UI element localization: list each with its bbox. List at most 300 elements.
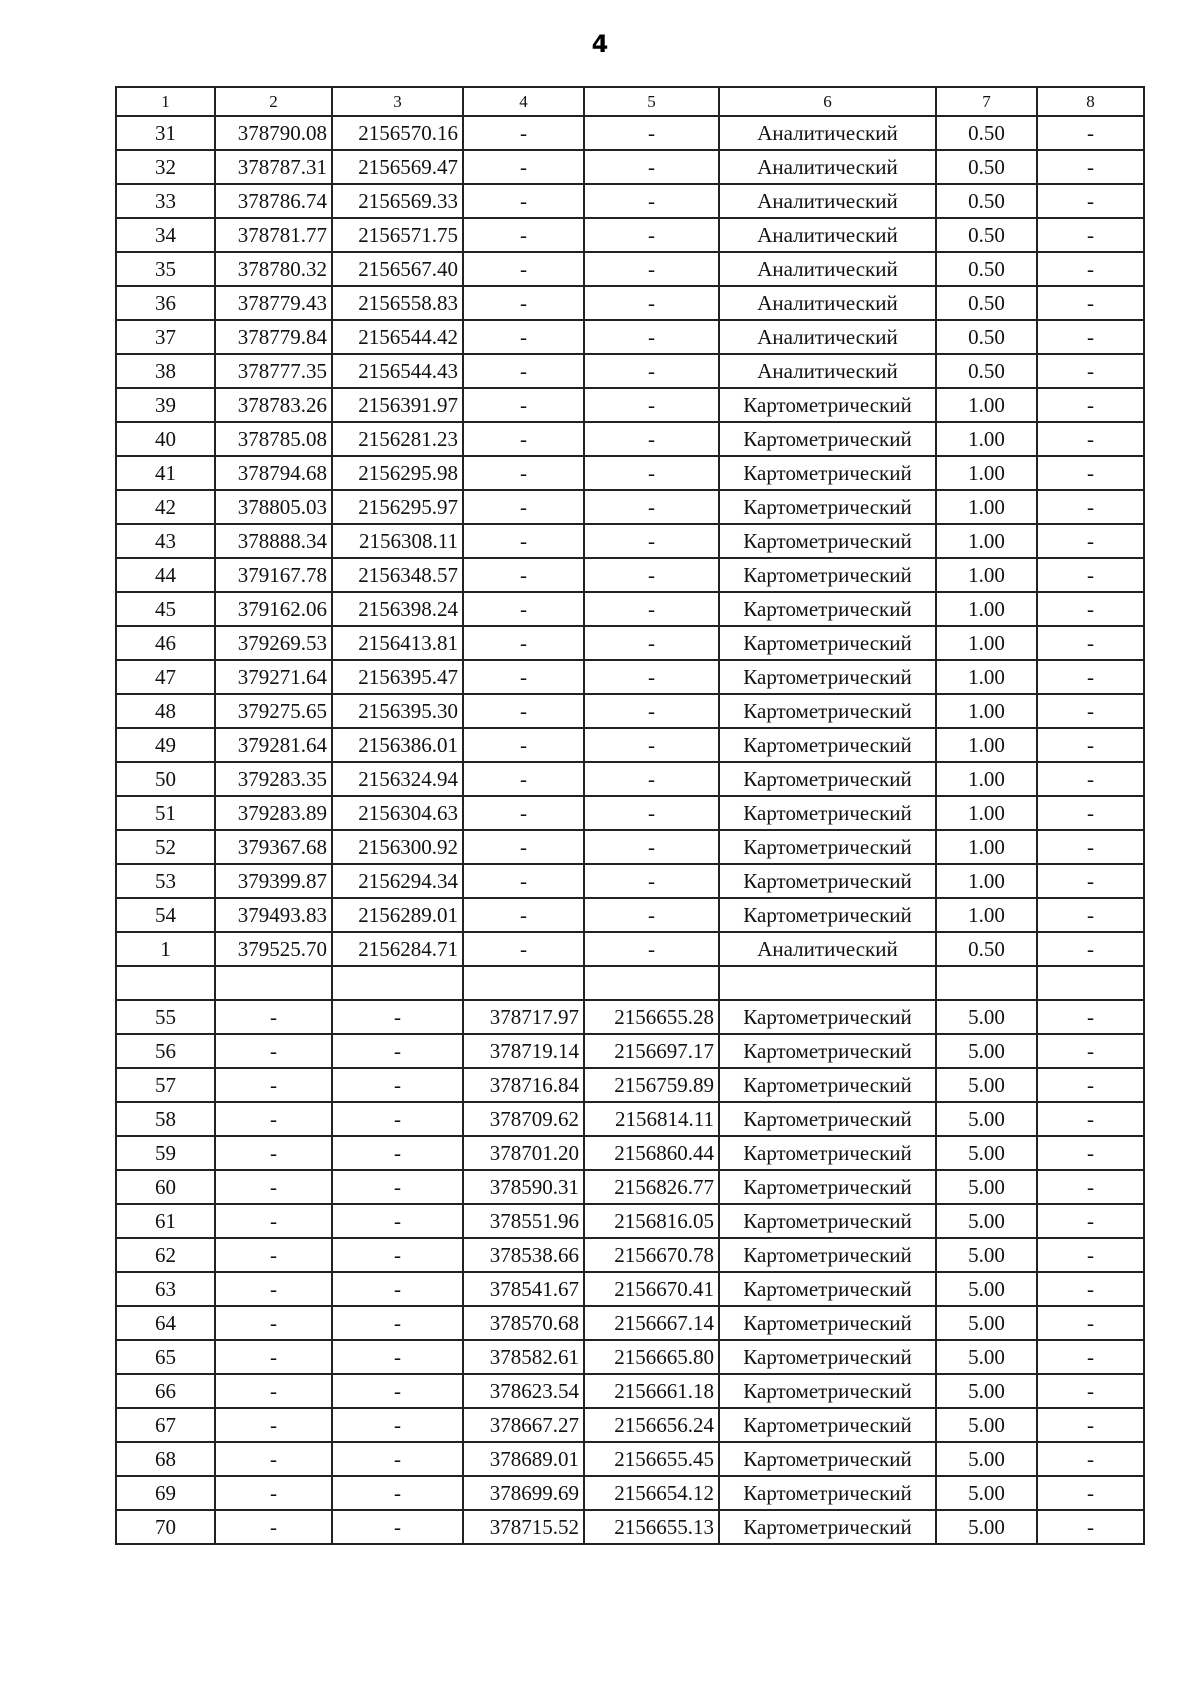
table-row bbox=[116, 524, 1144, 558]
table-cell: - bbox=[584, 558, 719, 592]
table-cell: 378794.68 bbox=[215, 456, 332, 490]
table-cell: 2156295.97 bbox=[332, 490, 463, 524]
table-cell: 5.00 bbox=[936, 1306, 1037, 1340]
table-cell: - bbox=[1037, 1374, 1144, 1408]
table-cell: - bbox=[215, 1408, 332, 1442]
table-cell: Картометрический bbox=[719, 694, 936, 728]
table-cell: Аналитический bbox=[719, 286, 936, 320]
table-cell: 2156395.47 bbox=[332, 660, 463, 694]
table-cell: 0.50 bbox=[936, 184, 1037, 218]
table-cell: 2156304.63 bbox=[332, 796, 463, 830]
table-cell: - bbox=[463, 320, 584, 354]
table-cell: - bbox=[1037, 1476, 1144, 1510]
table-cell: 5.00 bbox=[936, 1476, 1037, 1510]
table-cell: 5.00 bbox=[936, 1510, 1037, 1544]
table-cell: 2156655.28 bbox=[584, 1000, 719, 1034]
table-cell: - bbox=[1037, 1272, 1144, 1306]
table-cell: 2156308.11 bbox=[332, 524, 463, 558]
table-cell: 70 bbox=[116, 1510, 215, 1544]
table-row bbox=[116, 388, 1144, 422]
column-header: 7 bbox=[936, 87, 1037, 116]
table-cell: - bbox=[1037, 932, 1144, 966]
table-cell: - bbox=[1037, 490, 1144, 524]
table-cell: Картометрический bbox=[719, 830, 936, 864]
table-cell: 66 bbox=[116, 1374, 215, 1408]
table-cell: 1.00 bbox=[936, 660, 1037, 694]
column-header: 6 bbox=[719, 87, 936, 116]
page-number: 4 bbox=[591, 30, 609, 58]
table-cell: - bbox=[1037, 1000, 1144, 1034]
table-cell: - bbox=[1037, 728, 1144, 762]
table-cell: - bbox=[463, 354, 584, 388]
table-cell: - bbox=[1037, 660, 1144, 694]
table-cell: 2156826.77 bbox=[584, 1170, 719, 1204]
table-cell: Картометрический bbox=[719, 592, 936, 626]
table-cell: - bbox=[332, 1374, 463, 1408]
table-cell: Картометрический bbox=[719, 1442, 936, 1476]
table-cell: 5.00 bbox=[936, 1170, 1037, 1204]
table-row bbox=[116, 1374, 1144, 1408]
table-cell: 0.50 bbox=[936, 932, 1037, 966]
table-cell: - bbox=[584, 592, 719, 626]
table-cell: 40 bbox=[116, 422, 215, 456]
table-cell: 379162.06 bbox=[215, 592, 332, 626]
table-cell: - bbox=[463, 592, 584, 626]
table-cell: 63 bbox=[116, 1272, 215, 1306]
table-cell: 47 bbox=[116, 660, 215, 694]
table-cell: 2156670.78 bbox=[584, 1238, 719, 1272]
table-cell: 0.50 bbox=[936, 320, 1037, 354]
table-cell: Картометрический bbox=[719, 1408, 936, 1442]
table-cell: - bbox=[463, 388, 584, 422]
table-cell: Аналитический bbox=[719, 218, 936, 252]
table-cell: 0.50 bbox=[936, 150, 1037, 184]
table-cell: - bbox=[463, 626, 584, 660]
table-cell: 378786.74 bbox=[215, 184, 332, 218]
table-cell: 2156348.57 bbox=[332, 558, 463, 592]
table-cell bbox=[116, 966, 215, 1000]
table-cell: 2156398.24 bbox=[332, 592, 463, 626]
table-cell: Аналитический bbox=[719, 184, 936, 218]
table-row bbox=[116, 762, 1144, 796]
table-cell: - bbox=[215, 1272, 332, 1306]
table-cell: 45 bbox=[116, 592, 215, 626]
table-row bbox=[116, 932, 1144, 966]
table-cell: 378719.14 bbox=[463, 1034, 584, 1068]
table-cell: - bbox=[463, 116, 584, 150]
table-cell: - bbox=[332, 1102, 463, 1136]
table-cell: Картометрический bbox=[719, 1034, 936, 1068]
table-cell: - bbox=[584, 830, 719, 864]
table-cell: - bbox=[463, 796, 584, 830]
table-row bbox=[116, 150, 1144, 184]
table-row bbox=[116, 1306, 1144, 1340]
table-cell: - bbox=[1037, 456, 1144, 490]
table-cell: - bbox=[215, 1034, 332, 1068]
table-cell: 2156569.47 bbox=[332, 150, 463, 184]
table-cell: - bbox=[215, 1000, 332, 1034]
table-cell: - bbox=[463, 184, 584, 218]
table-cell: 61 bbox=[116, 1204, 215, 1238]
table-cell: 2156295.98 bbox=[332, 456, 463, 490]
table-cell: 36 bbox=[116, 286, 215, 320]
table-cell: 53 bbox=[116, 864, 215, 898]
table-cell: 1.00 bbox=[936, 762, 1037, 796]
table-cell: 378781.77 bbox=[215, 218, 332, 252]
table-cell: 2156413.81 bbox=[332, 626, 463, 660]
table-cell: 38 bbox=[116, 354, 215, 388]
table-cell: 55 bbox=[116, 1000, 215, 1034]
table-cell bbox=[463, 966, 584, 1000]
table-cell: - bbox=[332, 1068, 463, 1102]
table-row bbox=[116, 1510, 1144, 1544]
table-cell bbox=[1037, 966, 1144, 1000]
table-cell: Картометрический bbox=[719, 1136, 936, 1170]
table-cell: 5.00 bbox=[936, 1408, 1037, 1442]
table-row bbox=[116, 796, 1144, 830]
table-cell: Аналитический bbox=[719, 150, 936, 184]
table-cell: - bbox=[215, 1374, 332, 1408]
table-cell: - bbox=[1037, 1510, 1144, 1544]
table-cell: 68 bbox=[116, 1442, 215, 1476]
column-header: 1 bbox=[116, 87, 215, 116]
table-row bbox=[116, 184, 1144, 218]
table-cell: Картометрический bbox=[719, 796, 936, 830]
table-cell: - bbox=[1037, 320, 1144, 354]
table-cell: - bbox=[1037, 558, 1144, 592]
table-cell: - bbox=[215, 1476, 332, 1510]
table-cell: - bbox=[332, 1272, 463, 1306]
table-cell: 378541.67 bbox=[463, 1272, 584, 1306]
table-cell: 1.00 bbox=[936, 796, 1037, 830]
table-cell: 32 bbox=[116, 150, 215, 184]
table-cell: - bbox=[584, 898, 719, 932]
table-cell: 378582.61 bbox=[463, 1340, 584, 1374]
table-row bbox=[116, 592, 1144, 626]
table-cell: - bbox=[1037, 252, 1144, 286]
table-cell: - bbox=[332, 1408, 463, 1442]
table-cell: - bbox=[1037, 864, 1144, 898]
table-cell: 2156289.01 bbox=[332, 898, 463, 932]
table-cell: 2156656.24 bbox=[584, 1408, 719, 1442]
table-row bbox=[116, 354, 1144, 388]
table-row bbox=[116, 320, 1144, 354]
table-cell: 378689.01 bbox=[463, 1442, 584, 1476]
table-row bbox=[116, 898, 1144, 932]
table-row bbox=[116, 116, 1144, 150]
table-cell: - bbox=[1037, 1238, 1144, 1272]
table-cell: 2156324.94 bbox=[332, 762, 463, 796]
table-cell: Картометрический bbox=[719, 728, 936, 762]
table-cell: - bbox=[584, 354, 719, 388]
table-cell: - bbox=[332, 1442, 463, 1476]
table-cell: 1.00 bbox=[936, 898, 1037, 932]
table-cell: 5.00 bbox=[936, 1442, 1037, 1476]
table-cell: 379269.53 bbox=[215, 626, 332, 660]
table-row bbox=[116, 1068, 1144, 1102]
table-cell: - bbox=[1037, 898, 1144, 932]
table-row bbox=[116, 286, 1144, 320]
table-cell bbox=[719, 966, 936, 1000]
table-cell: 39 bbox=[116, 388, 215, 422]
table-cell: - bbox=[1037, 388, 1144, 422]
table-cell: 2156697.17 bbox=[584, 1034, 719, 1068]
table-cell: 1.00 bbox=[936, 592, 1037, 626]
table-cell: - bbox=[463, 524, 584, 558]
table-row bbox=[116, 1340, 1144, 1374]
table-cell: Картометрический bbox=[719, 1068, 936, 1102]
table-row bbox=[116, 422, 1144, 456]
table-cell: 2156284.71 bbox=[332, 932, 463, 966]
table-cell: Аналитический bbox=[719, 320, 936, 354]
table-cell: - bbox=[1037, 524, 1144, 558]
table-cell: - bbox=[584, 116, 719, 150]
table-cell: 65 bbox=[116, 1340, 215, 1374]
table-cell: 5.00 bbox=[936, 1374, 1037, 1408]
table-cell: 31 bbox=[116, 116, 215, 150]
table-cell: - bbox=[215, 1102, 332, 1136]
table-cell: - bbox=[584, 184, 719, 218]
table-cell: 379283.35 bbox=[215, 762, 332, 796]
table-cell: - bbox=[1037, 1102, 1144, 1136]
table-cell: - bbox=[463, 762, 584, 796]
table-cell: Аналитический bbox=[719, 116, 936, 150]
table-cell: - bbox=[463, 558, 584, 592]
table-cell: 378699.69 bbox=[463, 1476, 584, 1510]
table-cell: - bbox=[1037, 218, 1144, 252]
table-cell: 54 bbox=[116, 898, 215, 932]
table-cell: - bbox=[584, 286, 719, 320]
coordinates-table bbox=[115, 86, 1145, 1545]
table-cell: - bbox=[1037, 1408, 1144, 1442]
table-cell: - bbox=[215, 1510, 332, 1544]
table-header-row bbox=[116, 87, 1144, 116]
table-cell: 378888.34 bbox=[215, 524, 332, 558]
table-cell: - bbox=[1037, 116, 1144, 150]
table-cell: - bbox=[215, 1068, 332, 1102]
table-cell: 42 bbox=[116, 490, 215, 524]
table-cell: - bbox=[215, 1442, 332, 1476]
table-row bbox=[116, 1102, 1144, 1136]
table-cell: 2156386.01 bbox=[332, 728, 463, 762]
table-cell: 2156294.34 bbox=[332, 864, 463, 898]
table-cell: 2156300.92 bbox=[332, 830, 463, 864]
table-cell: 2156759.89 bbox=[584, 1068, 719, 1102]
table-cell: 0.50 bbox=[936, 252, 1037, 286]
table-cell: 2156395.30 bbox=[332, 694, 463, 728]
table-cell: - bbox=[463, 252, 584, 286]
table-cell: - bbox=[332, 1510, 463, 1544]
table-cell: 56 bbox=[116, 1034, 215, 1068]
table-cell: 5.00 bbox=[936, 1000, 1037, 1034]
table-cell: Картометрический bbox=[719, 1272, 936, 1306]
table-cell: 379271.64 bbox=[215, 660, 332, 694]
table-cell: - bbox=[584, 626, 719, 660]
table-cell: 379167.78 bbox=[215, 558, 332, 592]
table-cell: 1.00 bbox=[936, 490, 1037, 524]
table-cell: 41 bbox=[116, 456, 215, 490]
table-row bbox=[116, 1476, 1144, 1510]
table-row bbox=[116, 252, 1144, 286]
table-cell: - bbox=[215, 1238, 332, 1272]
table-cell: Картометрический bbox=[719, 762, 936, 796]
table-cell: - bbox=[1037, 694, 1144, 728]
table-cell: Картометрический bbox=[719, 1170, 936, 1204]
table-cell: 1.00 bbox=[936, 524, 1037, 558]
table-cell: 379367.68 bbox=[215, 830, 332, 864]
table-cell: Картометрический bbox=[719, 1476, 936, 1510]
table-cell: - bbox=[1037, 1136, 1144, 1170]
table-cell: 378715.52 bbox=[463, 1510, 584, 1544]
table-cell: - bbox=[1037, 1442, 1144, 1476]
table-cell: - bbox=[463, 490, 584, 524]
table-cell: 1 bbox=[116, 932, 215, 966]
table-row bbox=[116, 626, 1144, 660]
table-row bbox=[116, 558, 1144, 592]
table-cell: 1.00 bbox=[936, 456, 1037, 490]
table-cell: - bbox=[1037, 1306, 1144, 1340]
table-cell: 378623.54 bbox=[463, 1374, 584, 1408]
table-cell: - bbox=[332, 1136, 463, 1170]
table-row bbox=[116, 1442, 1144, 1476]
table-cell: Картометрический bbox=[719, 864, 936, 898]
table-cell: Аналитический bbox=[719, 252, 936, 286]
table-cell: 2156667.14 bbox=[584, 1306, 719, 1340]
table-row bbox=[116, 1170, 1144, 1204]
table-cell: Аналитический bbox=[719, 354, 936, 388]
table-cell: 378783.26 bbox=[215, 388, 332, 422]
table-cell: 57 bbox=[116, 1068, 215, 1102]
table-cell: Картометрический bbox=[719, 898, 936, 932]
table-cell: - bbox=[463, 660, 584, 694]
table-cell: - bbox=[1037, 184, 1144, 218]
table-cell: - bbox=[463, 150, 584, 184]
table-cell: 2156558.83 bbox=[332, 286, 463, 320]
table-row bbox=[116, 830, 1144, 864]
table-cell: - bbox=[215, 1340, 332, 1374]
table-cell: 44 bbox=[116, 558, 215, 592]
table-cell: 5.00 bbox=[936, 1340, 1037, 1374]
table-cell: Картометрический bbox=[719, 1510, 936, 1544]
table-cell: - bbox=[332, 1170, 463, 1204]
table-cell: 0.50 bbox=[936, 286, 1037, 320]
table-cell: - bbox=[1037, 1340, 1144, 1374]
table-cell: 378570.68 bbox=[463, 1306, 584, 1340]
table-cell: 379525.70 bbox=[215, 932, 332, 966]
table-cell: 2156391.97 bbox=[332, 388, 463, 422]
table-row bbox=[116, 490, 1144, 524]
table-cell: 5.00 bbox=[936, 1204, 1037, 1238]
table-cell bbox=[936, 966, 1037, 1000]
table-cell: 1.00 bbox=[936, 422, 1037, 456]
table-cell: - bbox=[1037, 150, 1144, 184]
table-cell: - bbox=[584, 490, 719, 524]
table-cell: - bbox=[1037, 1204, 1144, 1238]
table-cell: 37 bbox=[116, 320, 215, 354]
table-cell: 2156860.44 bbox=[584, 1136, 719, 1170]
table-cell: 34 bbox=[116, 218, 215, 252]
table-cell: - bbox=[1037, 762, 1144, 796]
table-row bbox=[116, 1000, 1144, 1034]
table-cell: 379283.89 bbox=[215, 796, 332, 830]
table-cell bbox=[332, 966, 463, 1000]
table-cell: Картометрический bbox=[719, 1000, 936, 1034]
table-cell: - bbox=[1037, 592, 1144, 626]
table-cell: - bbox=[1037, 1170, 1144, 1204]
table-cell: Картометрический bbox=[719, 1306, 936, 1340]
table-cell: - bbox=[584, 932, 719, 966]
table-cell: - bbox=[584, 456, 719, 490]
table-cell: Картометрический bbox=[719, 660, 936, 694]
table-cell: Картометрический bbox=[719, 422, 936, 456]
table-row bbox=[116, 1272, 1144, 1306]
table-row bbox=[116, 1238, 1144, 1272]
table-row bbox=[116, 1204, 1144, 1238]
column-header: 5 bbox=[584, 87, 719, 116]
table-cell: 379275.65 bbox=[215, 694, 332, 728]
table-cell: 378787.31 bbox=[215, 150, 332, 184]
table-cell: Картометрический bbox=[719, 1238, 936, 1272]
table-cell: 5.00 bbox=[936, 1136, 1037, 1170]
table-cell: 0.50 bbox=[936, 354, 1037, 388]
table-cell: Картометрический bbox=[719, 1204, 936, 1238]
table-cell: 59 bbox=[116, 1136, 215, 1170]
table-cell bbox=[584, 966, 719, 1000]
table-cell: 49 bbox=[116, 728, 215, 762]
table-cell: - bbox=[1037, 1068, 1144, 1102]
table-cell: 378709.62 bbox=[463, 1102, 584, 1136]
table-row bbox=[116, 660, 1144, 694]
table-cell: Картометрический bbox=[719, 626, 936, 660]
table-cell: - bbox=[463, 218, 584, 252]
table-cell: 64 bbox=[116, 1306, 215, 1340]
table-cell: - bbox=[1037, 286, 1144, 320]
table-cell: 50 bbox=[116, 762, 215, 796]
table-cell: - bbox=[584, 864, 719, 898]
table-cell: - bbox=[215, 1136, 332, 1170]
table-cell: 378777.35 bbox=[215, 354, 332, 388]
table-cell: 5.00 bbox=[936, 1034, 1037, 1068]
table-cell: 2156569.33 bbox=[332, 184, 463, 218]
table-cell: 378785.08 bbox=[215, 422, 332, 456]
table-cell: - bbox=[584, 728, 719, 762]
table-cell: - bbox=[584, 218, 719, 252]
table-cell: 5.00 bbox=[936, 1102, 1037, 1136]
table-cell: Картометрический bbox=[719, 524, 936, 558]
table-cell: 378790.08 bbox=[215, 116, 332, 150]
table-row bbox=[116, 728, 1144, 762]
table-cell: - bbox=[463, 728, 584, 762]
table-cell: 2156567.40 bbox=[332, 252, 463, 286]
table-cell: 379281.64 bbox=[215, 728, 332, 762]
table-cell: 48 bbox=[116, 694, 215, 728]
table-cell: 1.00 bbox=[936, 728, 1037, 762]
table-cell: 378701.20 bbox=[463, 1136, 584, 1170]
table-row bbox=[116, 218, 1144, 252]
table-row bbox=[116, 1034, 1144, 1068]
table-cell: 2156281.23 bbox=[332, 422, 463, 456]
table-cell: Картометрический bbox=[719, 558, 936, 592]
table-cell: 1.00 bbox=[936, 626, 1037, 660]
table-cell: - bbox=[215, 1204, 332, 1238]
table-cell: 2156544.43 bbox=[332, 354, 463, 388]
table-cell: - bbox=[1037, 626, 1144, 660]
table-cell: - bbox=[584, 796, 719, 830]
table-cell: Картометрический bbox=[719, 388, 936, 422]
table-cell: 51 bbox=[116, 796, 215, 830]
table-cell: - bbox=[463, 456, 584, 490]
table-cell: - bbox=[332, 1204, 463, 1238]
